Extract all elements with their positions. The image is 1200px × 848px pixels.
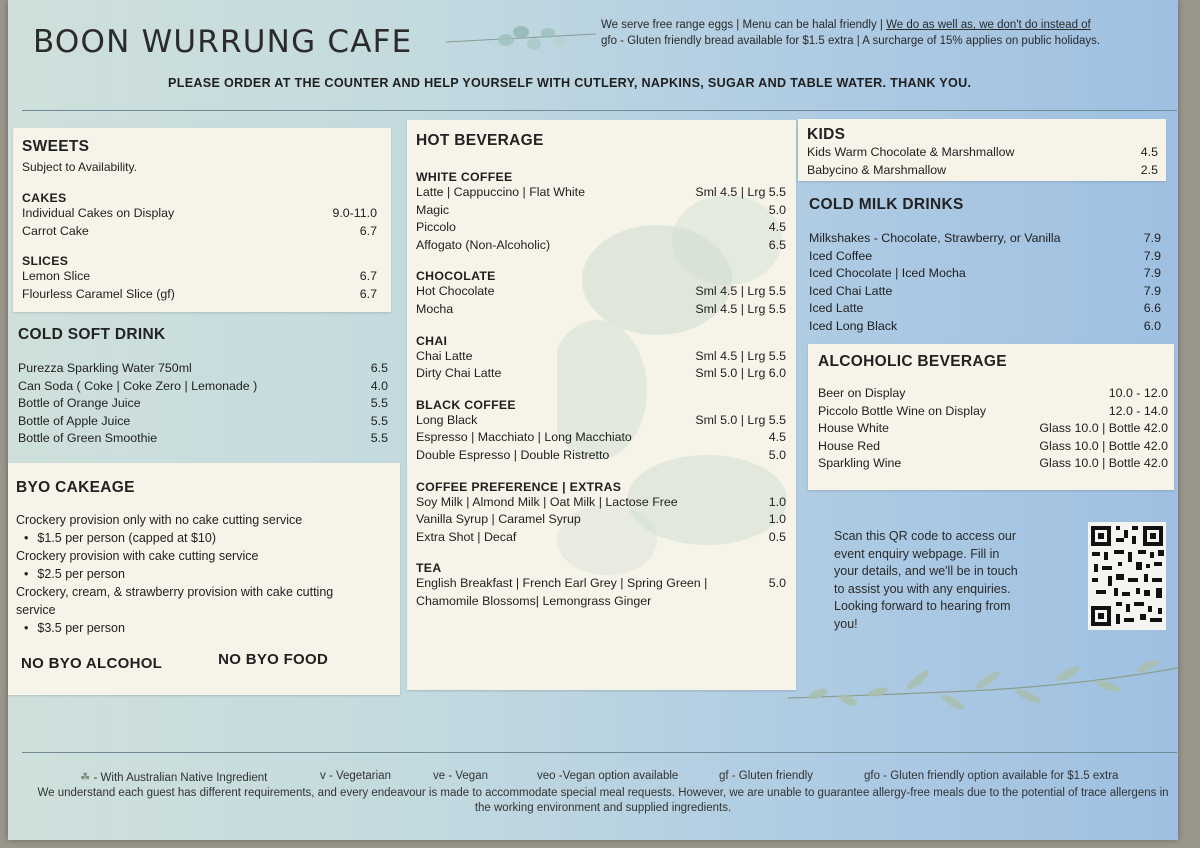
kids-title: KIDS xyxy=(807,126,846,143)
chocolate-title: CHOCOLATE xyxy=(416,269,496,284)
top-divider xyxy=(22,110,1177,111)
menu-item: Espresso | Macchiato | Long Macchiato 4.5 xyxy=(416,430,786,445)
qr-code-icon[interactable] xyxy=(1088,522,1166,630)
sweets-card xyxy=(13,128,391,312)
sweets-subtitle: Subject to Availability. xyxy=(22,160,137,174)
no-byo-food: NO BYO FOOD xyxy=(218,651,329,668)
bottom-divider xyxy=(22,752,1177,753)
menu-item: Beer on Display 10.0 - 12.0 xyxy=(818,386,1168,400)
qr-instructions: Scan this QR code to access our event enquiry webpage. Fill in your details, and we'll be in touch to assist you with any enquiries. Looking forward to hearing from you! xyxy=(834,529,1018,631)
menu-item: Can Soda ( Coke | Coke Zero | Lemonade ) 4.0 xyxy=(18,378,388,393)
native-leaf-icon: ☘ xyxy=(80,772,91,784)
menu-item: Bottle of Orange Juice 5.5 xyxy=(18,396,388,411)
menu-sheet xyxy=(8,0,1178,840)
menu-item: Lemon Slice 6.7 xyxy=(22,269,377,284)
sweets-title: SWEETS xyxy=(22,138,90,155)
menu-item: Double Espresso | Double Ristretto 5.0 xyxy=(416,447,786,462)
byo-card xyxy=(8,463,400,695)
cold-milk-section xyxy=(809,196,1161,336)
menu-item: Latte | Cappuccino | Flat White Sml 4.5 | Lrg 5.5 xyxy=(416,185,786,199)
menu-item: Iced Chocolate | Iced Mocha 7.9 xyxy=(809,266,1161,281)
menu-item: Sparkling Wine Glass 10.0 | Bottle 42.0 xyxy=(818,456,1168,471)
coffee-preference-title: COFFEE PREFERENCE | EXTRAS xyxy=(416,479,622,494)
cold-soft-section xyxy=(18,326,388,448)
menu-item: Magic 5.0 xyxy=(416,202,786,217)
byo-bullet1: • $1.5 per person (capped at $10) xyxy=(16,529,386,547)
tea-title: TEA xyxy=(416,561,442,576)
no-byo-alcohol: NO BYO ALCOHOL xyxy=(21,655,163,672)
menu-item: Hot Chocolate Sml 4.5 | Lrg 5.5 xyxy=(416,284,786,299)
black-coffee-title: BLACK COFFEE xyxy=(416,397,516,412)
dietary-legend xyxy=(28,770,1178,784)
byo-line1: Crockery provision only with no cake cutting service xyxy=(16,513,303,527)
byo-line3: Crockery, cream, & strawberry provision with cake cutting service xyxy=(16,585,334,617)
menu-item: Long Black Sml 5.0 | Lrg 5.5 xyxy=(416,412,786,427)
footer xyxy=(28,770,1178,816)
menu-item: Dirty Chai Latte Sml 5.0 | Lrg 6.0 xyxy=(416,366,786,381)
slices-title: SLICES xyxy=(22,254,69,269)
menu-item: Soy Milk | Almond Milk | Oat Milk | Lactose Free 1.0 xyxy=(416,494,786,509)
legend-gluten-friendly: gf - Gluten friendly xyxy=(719,770,813,782)
legend-gluten-option: gfo - Gluten friendly option available for $1.5 extra xyxy=(864,770,1119,782)
alcohol-title: ALCOHOLIC BEVERAGE xyxy=(818,353,1007,370)
kids-card xyxy=(798,119,1166,181)
menu-item: Purezza Sparkling Water 750ml 6.5 xyxy=(18,361,388,375)
byo-line2: Crockery provision with cake cutting service xyxy=(16,549,259,563)
hot-beverage-card xyxy=(407,120,796,690)
menu-item: Mocha Sml 4.5 | Lrg 5.5 xyxy=(416,301,786,316)
white-coffee-title: WHITE COFFEE xyxy=(416,170,513,184)
menu-item: Piccolo 4.5 xyxy=(416,220,786,235)
alcohol-card xyxy=(808,344,1174,490)
menu-item: House White Glass 10.0 | Bottle 42.0 xyxy=(818,421,1168,436)
menu-item: House Red Glass 10.0 | Bottle 42.0 xyxy=(818,438,1168,453)
menu-item: Kids Warm Chocolate & Marshmallow 4.5 xyxy=(807,145,1158,159)
cakes-title: CAKES xyxy=(22,191,67,205)
byo-title: BYO CAKEAGE xyxy=(16,479,135,496)
menu-item: Iced Long Black 6.0 xyxy=(809,318,1161,333)
byo-bullet3: • $3.5 per person xyxy=(16,619,386,637)
order-note: PLEASE ORDER AT THE COUNTER AND HELP YOURSELF WITH CUTLERY, NAPKINS, SUGAR AND TABLE WATER. THANK YOU. xyxy=(168,76,972,90)
cafe-title: BOON WURRUNG CAFE xyxy=(33,24,413,60)
menu-item: Iced Chai Latte 7.9 xyxy=(809,283,1161,298)
hot-title: HOT BEVERAGE xyxy=(416,132,544,149)
menu-item: Carrot Cake 6.7 xyxy=(22,223,377,238)
menu-item: Bottle of Apple Juice 5.5 xyxy=(18,413,388,428)
menu-item: Piccolo Bottle Wine on Display 12.0 - 14.0 xyxy=(818,403,1168,418)
menu-item: English Breakfast | French Earl Grey | Spring Green | 5.0 xyxy=(416,576,786,591)
legend-vegan-option: veo -Vegan option available xyxy=(537,770,679,782)
menu-item: Extra Shot | Decaf 0.5 xyxy=(416,529,786,544)
leaf-branch-icon xyxy=(788,650,1178,730)
menu-item: Chamomile Blossoms| Lemongrass Ginger xyxy=(416,593,652,608)
legend-vegetarian: v - Vegetarian xyxy=(320,770,391,782)
menu-item: Babycino & Marshmallow 2.5 xyxy=(807,162,1158,177)
menu-item: Individual Cakes on Display 9.0-11.0 xyxy=(22,206,377,220)
cold-soft-title: COLD SOFT DRINK xyxy=(18,326,166,343)
menu-item: Flourless Caramel Slice (gf) 6.7 xyxy=(22,286,377,301)
menu-item: Affogato (Non-Alcoholic) 6.5 xyxy=(416,237,786,252)
legend-vegan: ve - Vegan xyxy=(433,770,488,782)
chai-title: CHAI xyxy=(416,333,448,348)
eucalyptus-leaf-icon xyxy=(446,18,596,58)
legend-native: ☘ - With Australian Native Ingredient xyxy=(80,772,268,784)
menu-item: Milkshakes - Chocolate, Strawberry, or Vanilla 7.9 xyxy=(809,231,1161,245)
menu-item: Bottle of Green Smoothie 5.5 xyxy=(18,431,388,446)
notes-line2: gfo - Gluten friendly bread available for $1.5 extra | A surcharge of 15% applies on public holidays. xyxy=(601,35,1101,47)
byo-bullet2: • $2.5 per person xyxy=(16,565,386,583)
menu-notes xyxy=(601,17,1161,49)
notes-line1a: We serve free range eggs | Menu can be halal friendly | xyxy=(601,19,883,31)
menu-item: Vanilla Syrup | Caramel Syrup 1.0 xyxy=(416,512,786,527)
cold-milk-title: COLD MILK DRINKS xyxy=(809,196,964,213)
menu-item: Iced Coffee 7.9 xyxy=(809,248,1161,263)
menu-item: Chai Latte Sml 4.5 | Lrg 5.5 xyxy=(416,348,786,363)
allergy-disclaimer: We understand each guest has different requirements, and every endeavour is made to accommodate special meal requests. However, we are unable to guarantee allergy-free meals due to the potential of trace allergens in the working environment and supplied ingredients. xyxy=(37,787,1169,814)
notes-line1b: We do as well as, we don't do instead of xyxy=(886,19,1091,31)
menu-item: Iced Latte 6.6 xyxy=(809,301,1161,316)
